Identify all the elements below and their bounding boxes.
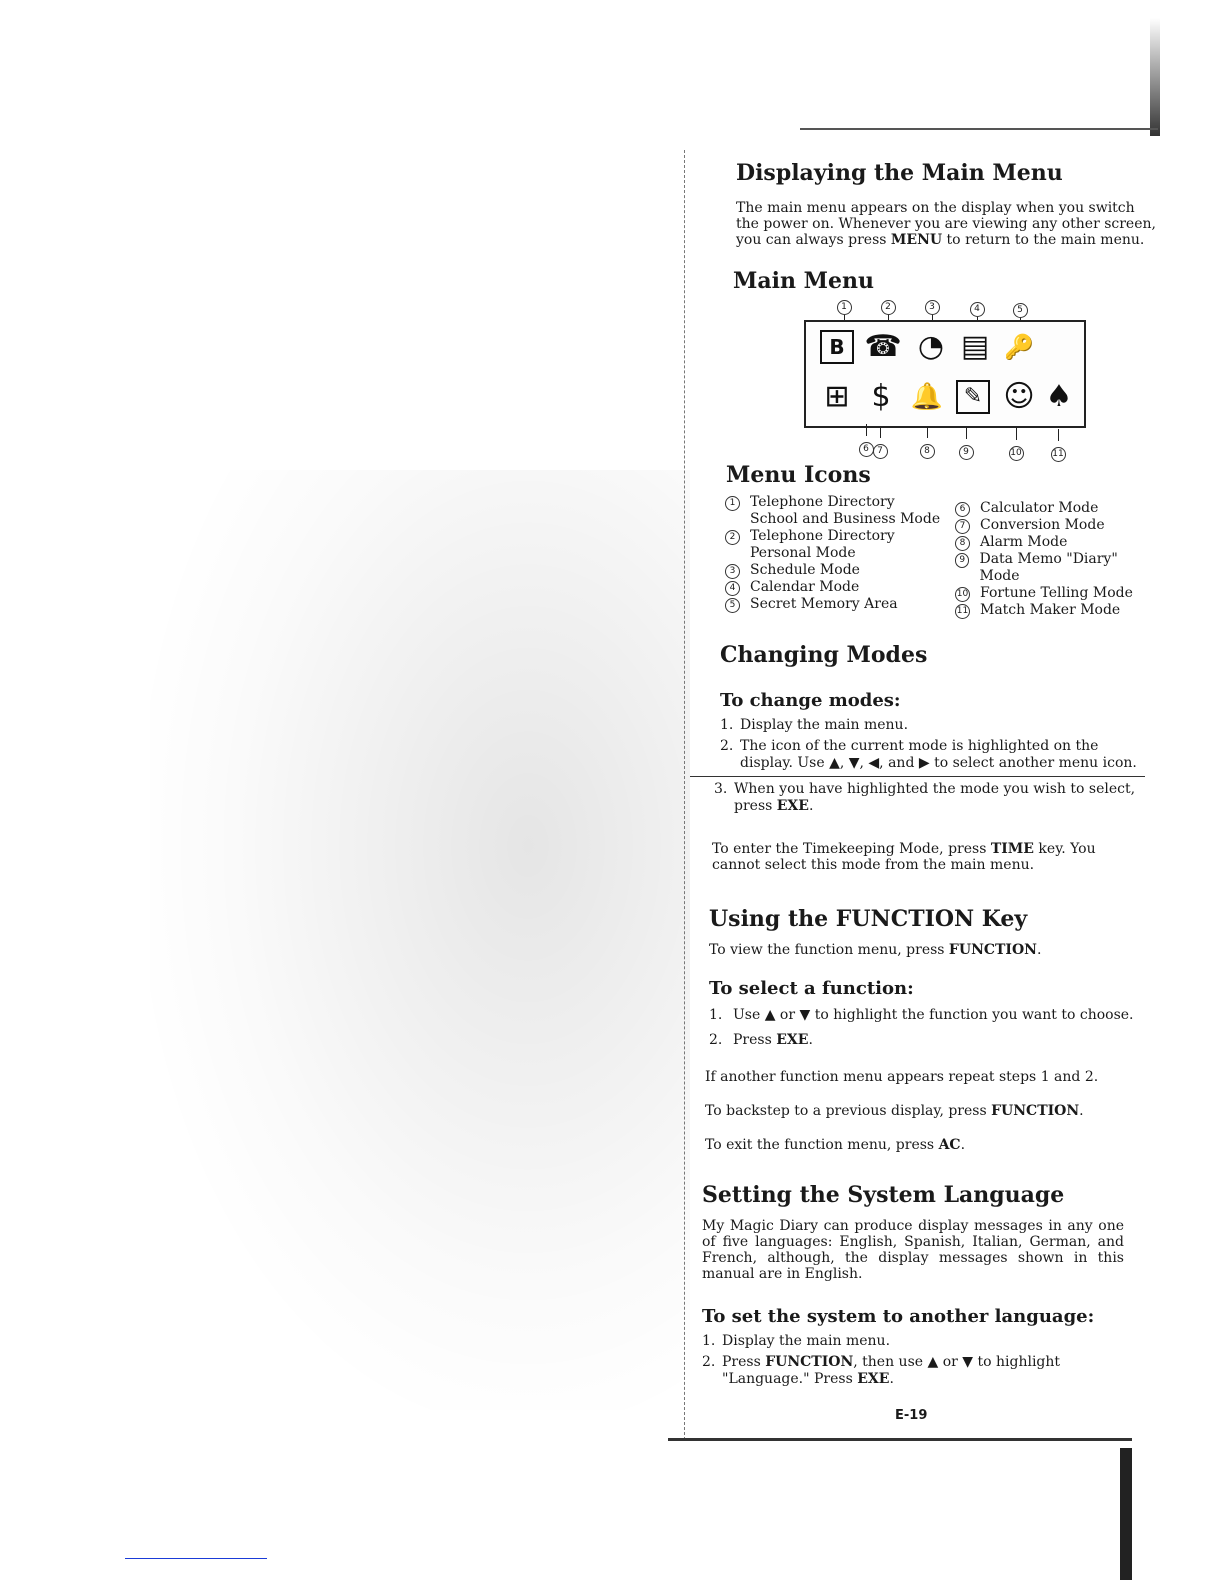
callout-number: 11 <box>1051 447 1066 462</box>
legend-text: Telephone Directory <box>750 528 895 544</box>
page-number: E-19 <box>895 1408 928 1423</box>
section-function-key <box>705 906 1139 1153</box>
callout-10 <box>1006 428 1026 461</box>
step-2: 2. Press EXE. <box>709 1032 813 1048</box>
secret-key-icon: 🔑 <box>1004 333 1034 361</box>
callout-number: 7 <box>873 444 888 459</box>
legend-item <box>955 602 1155 619</box>
legend-number: 6 <box>955 502 970 517</box>
legend-text: Schedule Mode <box>750 562 860 578</box>
section-subtitle: To set the system to another language: <box>702 1306 1095 1327</box>
callout-9 <box>956 427 976 460</box>
section-system-language <box>702 1182 1124 1392</box>
legend-text: Secret Memory Area <box>750 596 898 612</box>
telephone-personal-icon: ☎ <box>864 329 902 364</box>
conversion-icon: $ <box>871 379 891 414</box>
legend-text: Calendar Mode <box>750 579 860 595</box>
step-3: 3. When you have highlighted the mode you wish to select, press EXE. <box>690 776 1145 815</box>
callout-number: 8 <box>920 444 935 459</box>
alarm-bell-icon: 🔔 <box>910 382 944 412</box>
legend-text: Fortune Telling Mode <box>980 585 1133 601</box>
menu-icons-legend-left <box>725 494 955 613</box>
scan-speckle <box>150 470 690 1410</box>
section-title: Changing Modes <box>720 642 928 668</box>
legend-text: Match Maker Mode <box>980 602 1121 618</box>
lcd-main-menu-display <box>804 320 1086 428</box>
page-fold-line <box>684 150 685 1440</box>
steps-list <box>709 1007 1139 1049</box>
intro-text: To view the function menu, press <box>709 942 949 958</box>
match-maker-icon: ♠ <box>1045 379 1073 414</box>
intro-text: . <box>1036 942 1042 958</box>
stray-line <box>125 1558 267 1559</box>
callout-number: 9 <box>959 445 974 460</box>
callout-7 <box>870 426 890 459</box>
calculator-icon: ⊞ <box>824 379 850 414</box>
step-1: 1. Display the main menu. <box>702 1333 891 1349</box>
section-intro <box>709 942 1139 958</box>
step-text: Display the main menu. <box>740 717 909 733</box>
menu-icons-legend-right <box>955 500 1155 619</box>
section-subtitle: To select a function: <box>709 978 914 999</box>
legend-item <box>955 517 1155 534</box>
note-text: . <box>1079 1103 1084 1119</box>
legend-text: School and Business Mode <box>750 511 941 527</box>
menu-icons-title: Menu Icons <box>726 462 871 488</box>
key-time: TIME <box>990 841 1034 857</box>
legend-number: 2 <box>725 530 740 545</box>
body-text: to return to the main menu. <box>942 232 1145 248</box>
section-subtitle: To change modes: <box>720 690 901 711</box>
section-display-main-menu <box>736 160 1161 248</box>
steps-list <box>702 1333 1124 1388</box>
step-text: Use ▲ or ▼ to highlight the function you want to choose. <box>733 1007 1134 1023</box>
step-text-part: . <box>889 1371 894 1387</box>
note-text: To enter the Timekeeping Mode, press <box>712 841 991 857</box>
legend-item <box>725 596 955 613</box>
section-title: Setting the System Language <box>702 1182 1065 1208</box>
note-text: To backstep to a previous display, press <box>705 1103 992 1119</box>
schedule-clock-icon: ◔ <box>917 329 945 364</box>
section-changing-modes <box>712 642 1145 873</box>
legend-item <box>955 500 1155 517</box>
legend-number: 4 <box>725 581 740 596</box>
callout-number: 5 <box>1013 303 1028 318</box>
step-text-part: When you have highlighted the mode you wish to select, press <box>734 781 1136 814</box>
legend-item <box>725 579 955 596</box>
step-text <box>722 1354 1124 1388</box>
note-text: To exit the function menu, press <box>705 1137 939 1153</box>
legend-text: Telephone Directory <box>750 494 895 510</box>
legend-item <box>955 585 1155 602</box>
legend-item <box>725 494 955 528</box>
steps-list <box>714 717 1145 815</box>
calendar-icon: ▤ <box>960 329 990 364</box>
top-rule <box>800 128 1158 130</box>
step-text <box>734 781 1145 815</box>
key-exe: EXE <box>776 1032 809 1048</box>
step-1: 1. Display the main menu. <box>720 717 909 733</box>
legend-item <box>725 562 955 579</box>
legend-item <box>955 534 1155 551</box>
step-text-part: Press <box>733 1032 777 1048</box>
note-backstep <box>705 1103 1139 1119</box>
legend-text: Alarm Mode <box>980 534 1068 550</box>
callout-number: 4 <box>970 302 985 317</box>
legend-text: Personal Mode <box>750 545 856 561</box>
legend-number: 8 <box>955 536 970 551</box>
step-2: 2. Press FUNCTION, then use ▲ or ▼ to highlight "Language." Press EXE. <box>702 1354 1124 1388</box>
key-exe: EXE <box>776 798 809 814</box>
legend-number: 9 <box>955 553 969 568</box>
legend-text: Conversion Mode <box>980 517 1105 533</box>
section-title: Displaying the Main Menu <box>736 160 1063 186</box>
key-function: FUNCTION <box>765 1354 854 1370</box>
key-ac: AC <box>938 1137 961 1153</box>
timekeeping-note <box>712 841 1145 873</box>
note-repeat: If another function menu appears repeat steps 1 and 2. <box>705 1069 1099 1085</box>
step-text-part: . <box>808 798 814 814</box>
legend-text: Calculator Mode <box>980 500 1099 516</box>
callout-number: 1 <box>837 300 852 315</box>
legend-number: 10 <box>955 587 970 602</box>
section-body <box>736 200 1161 248</box>
step-2: 2. The icon of the current mode is highlighted on the display. Use ▲, ▼, ◀, and ▶ to select another menu icon. <box>720 738 1145 772</box>
section-body: My Magic Diary can produce display messages in any one of five languages: English, Spanish, Italian, German, and French, although, the display messages shown in this manual are in English. <box>702 1218 1124 1282</box>
step-text: Display the main menu. <box>722 1333 891 1349</box>
step-text-part: Press <box>722 1354 766 1370</box>
step-text: The icon of the current mode is highlighted on the display. Use ▲, ▼, ◀, and ▶ to select another menu icon. <box>740 738 1137 771</box>
section-title: Using the FUNCTION Key <box>709 906 1028 932</box>
callout-number: 10 <box>1009 446 1024 461</box>
body-text: The main menu appears on the display when you switch the power on. Whenever you are viewing any other screen, you can always press <box>736 200 1156 248</box>
key-menu: MENU <box>890 232 943 248</box>
callout-number: 2 <box>881 300 896 315</box>
telephone-school-business-icon: B <box>820 330 854 364</box>
step-text-part: . <box>808 1032 813 1048</box>
main-menu-title: Main Menu <box>733 268 874 294</box>
note-exit <box>705 1137 1139 1153</box>
bottom-rule <box>668 1438 1132 1441</box>
step-text-part: , then use ▲ or ▼ to highlight "Language." Press <box>722 1354 1061 1387</box>
fortune-telling-icon: ☺ <box>1003 379 1035 414</box>
key-exe: EXE <box>857 1371 890 1387</box>
callout-8 <box>917 426 937 459</box>
callout-number: 6 <box>859 442 874 457</box>
scan-edge-top <box>1150 18 1160 136</box>
legend-number: 11 <box>955 604 970 619</box>
legend-item <box>955 551 1155 585</box>
legend-text: Data Memo "Diary" Mode <box>979 551 1118 584</box>
note-text: key. You cannot select this mode from the main menu. <box>712 841 1096 873</box>
legend-number: 7 <box>955 519 970 534</box>
data-memo-diary-icon: ✎ <box>956 380 990 414</box>
callout-number: 3 <box>925 300 940 315</box>
legend-number: 3 <box>725 564 740 579</box>
legend-number: 5 <box>725 598 740 613</box>
key-function: FUNCTION <box>991 1103 1080 1119</box>
step-1: 1. Use ▲ or ▼ to highlight the function you want to choose. <box>709 1007 1134 1023</box>
key-function: FUNCTION <box>948 942 1037 958</box>
legend-number: 1 <box>725 496 740 511</box>
legend-item <box>725 528 955 562</box>
callout-11 <box>1048 429 1068 462</box>
note-text: . <box>960 1137 966 1153</box>
step-text <box>733 1032 813 1049</box>
scan-edge-bottom <box>1120 1448 1132 1580</box>
